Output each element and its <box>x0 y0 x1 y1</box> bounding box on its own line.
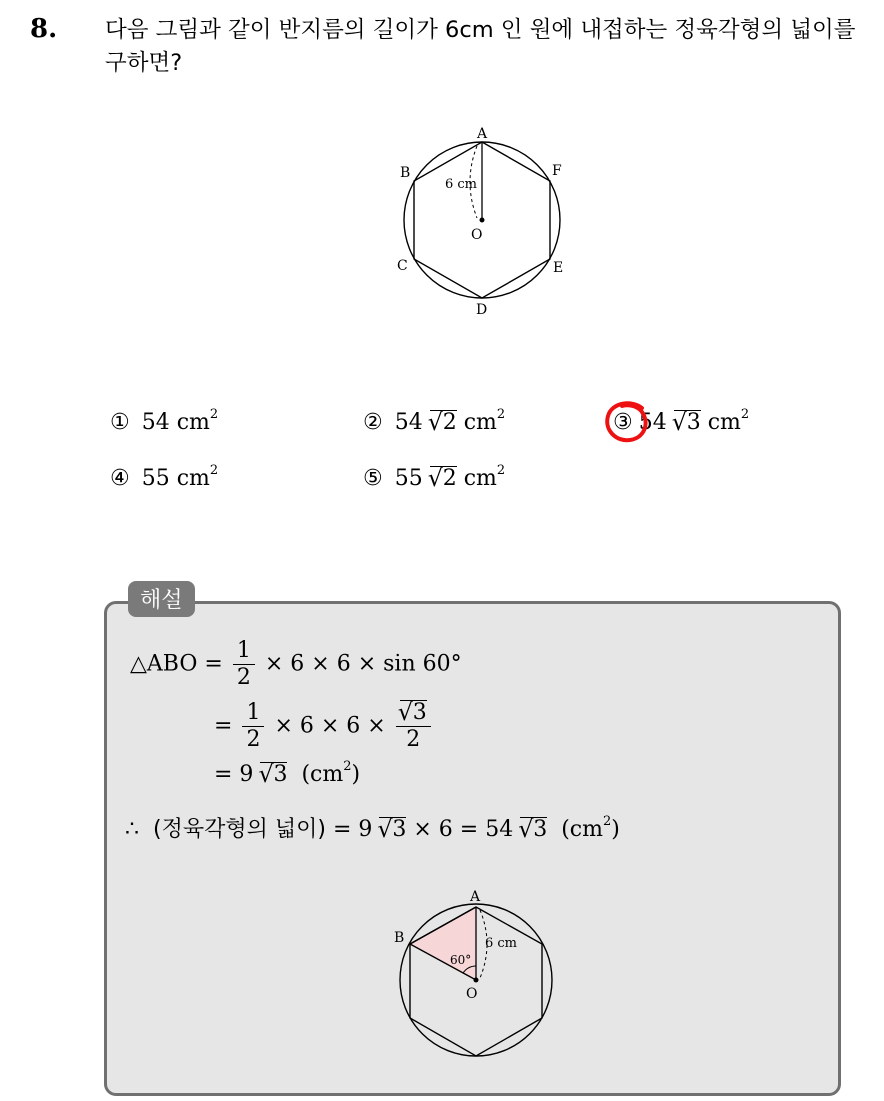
label-E: E <box>553 260 564 276</box>
fraction-half: $\frac{1}{2}$ <box>233 638 255 691</box>
label-D: D <box>476 302 488 318</box>
question-text: 다음 그림과 같이 반지름의 길이가 6cm 인 원에 내접하는 정육각형의 넓이를 구하면? <box>105 17 856 76</box>
solution-line-3: = 9 √ 3 $(cm^2)$ <box>214 759 361 788</box>
choice-unit: cm <box>176 466 210 491</box>
label-F: F <box>552 163 562 179</box>
label-O: O <box>471 227 483 243</box>
angle-label: 60° <box>450 953 472 967</box>
radius-label: 6 cm <box>445 177 478 192</box>
choice-4[interactable] <box>110 463 219 491</box>
solution-conclusion: ∴ (정육각형의 넓이) = 9 √ 3 × 6 = 54 √ 3 $(cm^2)$ <box>125 814 620 843</box>
label-B: B <box>400 165 411 181</box>
choice-exp: 2 <box>496 407 506 422</box>
center-point <box>474 978 479 983</box>
choice-marker: ③ <box>613 410 633 435</box>
fraction-sqrt3-over-2: √ 3 2 <box>396 700 431 753</box>
label-O: O <box>466 986 478 1002</box>
triangle-abo: △ABO = <box>130 651 223 677</box>
choice-marker: ② <box>363 410 383 435</box>
choice-unit: cm <box>463 466 497 491</box>
choice-exp: 2 <box>496 463 506 478</box>
therefore-symbol: ∴ <box>125 817 139 842</box>
label-A: A <box>470 889 481 905</box>
choice-value: 55 <box>394 466 423 491</box>
label-C: C <box>397 258 408 274</box>
sqrt: √ 3 <box>671 408 701 436</box>
choice-exp: 2 <box>209 463 219 478</box>
choice-2[interactable] <box>363 407 506 436</box>
choice-value: 55 <box>141 466 170 491</box>
radius-label: 6 cm <box>485 936 518 951</box>
label-B: B <box>394 930 405 946</box>
choice-value: 54 <box>638 410 667 435</box>
expression: × 6 × 6 × sin 60° <box>264 651 462 677</box>
choice-exp: 2 <box>740 407 750 422</box>
choice-value: 54 <box>141 410 170 435</box>
figure-hexagon-inscribed <box>385 120 585 325</box>
sqrt: √ 2 <box>427 464 457 492</box>
question-number: 8. <box>30 14 58 44</box>
label-A: A <box>477 126 488 142</box>
solution-tag: 해설 <box>128 581 195 617</box>
choice-marker: ⑤ <box>363 466 383 491</box>
choice-unit: cm <box>463 410 497 435</box>
choice-5[interactable] <box>363 463 506 492</box>
answer-circle-mark <box>602 400 654 448</box>
choice-1[interactable] <box>110 407 219 435</box>
choice-unit: cm <box>707 410 741 435</box>
choice-marker: ④ <box>110 466 130 491</box>
hexagon-area-label: (정육각형의 넓이) <box>153 817 326 842</box>
choice-exp: 2 <box>209 407 219 422</box>
solution-line-2: = $\frac{1}{2}$ × 6 × 6 × √ 3 2 <box>214 700 434 753</box>
sqrt: √ 2 <box>427 408 457 436</box>
choice-value: 54 <box>394 410 423 435</box>
figure-solution-hexagon <box>390 880 570 1065</box>
center-point <box>480 218 485 223</box>
choice-unit: cm <box>176 410 210 435</box>
fraction-half: $\frac{1}{2}$ <box>242 700 264 753</box>
choice-marker: ① <box>110 410 130 435</box>
expression: × 6 × 6 × <box>274 713 386 739</box>
solution-line-1 <box>130 638 462 691</box>
